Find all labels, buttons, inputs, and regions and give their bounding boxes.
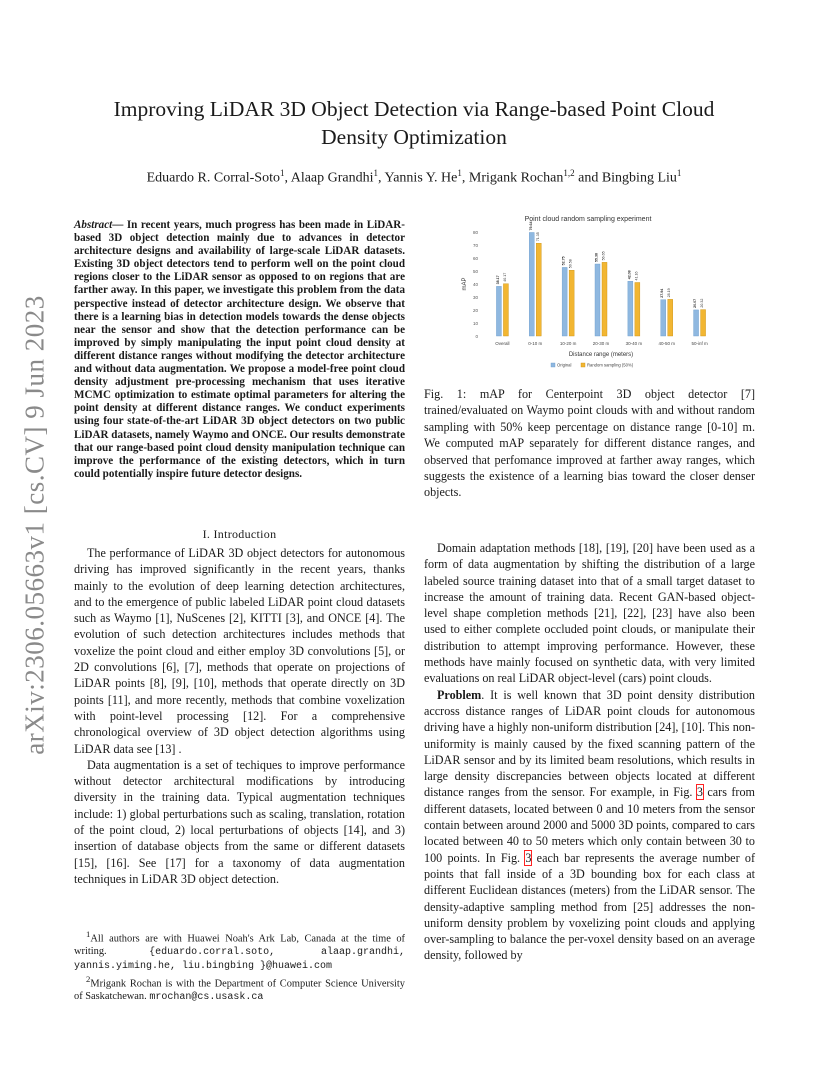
y-tick-label: 20 [472, 308, 478, 313]
bar [628, 281, 633, 336]
data-label: 41.16 [634, 271, 639, 281]
paragraph: Domain adaptation methods [18], [19], [20] have been used as a form of data augmentation by shifting the distribution of a large labeled source training dataset into that of a small target dataset to increase the amount of training data. Recent GAN-based object-level shape completion methods [21], [22], [23] have also been used to either complete occluded point clouds, or manipulate their distribution to attempt improving performance. However, these methods have mainly focused on synthetic data, with very limited evaluations on real LiDAR object-level (cars) point clouds. [424, 541, 755, 686]
chart-title: Point cloud random sampling experiment [524, 216, 652, 223]
y-tick-label: 80 [472, 230, 478, 235]
y-axis-label: mAP [462, 277, 468, 291]
bar-chart [458, 212, 718, 377]
y-tick-label: 0 [475, 334, 478, 339]
footnote-1: $^1$All authors are with Huawei Noah's Ark Lab, Canada at the time of writing. {eduardo.corral.soto, alaap.grandhi, yannis.yiming.he, liu.bingbing }@huawei.com [74, 929, 405, 972]
x-axis-label: Distance range (meters) [568, 352, 634, 358]
bar [602, 262, 607, 336]
arxiv-watermark [20, 295, 50, 755]
y-tick-label: 60 [472, 256, 478, 261]
bar [496, 286, 501, 336]
bar [503, 284, 508, 336]
paragraph-text: each bar represents the average number of points that fall inside of a 3D bounding box for each class at different Euclidean distances (meters) from the LiDAR sensor. The density-adaptive sampling method from [25] addresses the non-uniform density problem by voxelizing point clouds and applying over-sampling to balance the per-voxel density based on an average density, followed by [424, 850, 755, 963]
y-tick-label: 40 [472, 282, 478, 287]
figure-link[interactable]: 3 [696, 785, 703, 800]
data-label: 20.07 [693, 298, 698, 308]
data-label: 79.64 [528, 221, 533, 231]
data-label: 56.65 [601, 251, 606, 261]
author-name: Eduardo R. Corral-Soto [146, 170, 280, 186]
intro-column [74, 545, 405, 887]
paragraph [424, 687, 755, 964]
paragraph-text: cars from different datasets, located between 0 and 10 meters from the sensor contain between around 2000 and 5000 3D points, compared to cars located between 40 to 50 meters which only contain between 30 to 100 points. In Fig. [424, 785, 755, 865]
y-tick-label: 30 [472, 295, 478, 300]
y-tick-label: 70 [472, 243, 478, 248]
footnotes [74, 928, 405, 1005]
legend-swatch [581, 363, 585, 367]
author-affiliation: 1 [373, 168, 379, 178]
arxiv-id: arXiv:2306.05663v1 [cs.CV] 9 Jun 2023 [19, 295, 50, 755]
legend-label: Original [557, 362, 572, 368]
bar [635, 282, 640, 336]
abstract-text: In recent years, much progress has been made in LiDAR-based 3D object detection mainly due to advances in detector architecture designs and availability of large-scale LiDAR datasets. Existing 3D object detectors tend to perform well on the point cloud regions closer to the LiDAR sensor as opposed to on regions that are farther away. In this paper, we investigate this problem from the data perspective instead of detector architecture design. We observe that there is a learning bias in detection models towards the dense objects near the sensor and show that the detection performance can be improved by simply manipulating the input point cloud density at different distance ranges without modifying the detector architecture and without data augmentation. We propose a model-free point cloud density adjustment pre-processing mechanism that uses iterative MCMC optimization to estimate optimal parameters for altering the point density at different distance ranges. We conduct experiments using four state-of-the-art LiDAR 3D object detectors on two public LiDAR datasets, namely Waymo and ONCE. Our results demonstrate that our range-based point cloud density manipulation technique can improve the performance of the existing detectors, which in turn could potentially inspire future detector designs. [74, 219, 405, 480]
bar [536, 243, 541, 336]
bar [529, 232, 534, 336]
legend-label: Random sampling (50%) [587, 362, 634, 368]
abstract-label: Abstract [74, 219, 113, 231]
figure-link[interactable]: 3 [525, 850, 532, 865]
bar [661, 300, 666, 336]
author-affiliation: 1,2 [563, 168, 575, 178]
data-label: 28.19 [667, 288, 672, 298]
x-tick-label: 20-30 m [592, 341, 610, 346]
abstract-dash: — [112, 219, 127, 231]
author-affiliation: 1 [676, 168, 682, 178]
data-label: 20.32 [700, 298, 705, 308]
footnote-email: mrochan@cs.usask.ca [149, 992, 264, 1004]
data-label: 52.75 [561, 256, 566, 266]
author-name: Alaap Grandhi [290, 170, 374, 186]
paper-title: Improving LiDAR 3D Object Detection via Range-based Point Cloud Density Optimization [113, 97, 715, 149]
x-tick-label: 0-10 m [528, 341, 543, 346]
bar [595, 264, 600, 336]
figure-caption: Fig. 1: mAP for Centerpoint 3D object detector [7] trained/evaluated on Waymo point clouds with and without random sampling with 50% keep percentage on distance range [0-10] m. We computed mAP separately for different distance ranges, and observed that perfomance improved at farther away ranges, which suggests the existence of a learning bias toward the closer denser objects. [424, 387, 755, 500]
bar [694, 310, 699, 336]
footnote-2: $^2$Mrigank Rochan is with the Department of Computer Science University of Saskatchewan. mrochan@cs.usask.ca [74, 974, 405, 1004]
x-tick-label: Overall [495, 341, 510, 346]
paragraph: The performance of LiDAR 3D object detectors for autonomous driving has improved significantly in the recent years, thanks mainly to the evolution of deep learning detection architectures, and to the emergence of public labeled LiDAR point cloud datasets such as Waymo [1], NuScenes [2], KITTI [3], and ONCE [4]. The evolution of such detection architectures includes methods that voxelize the point cloud and either employ 3D convolutions [5], or 2D convolutions [6], [7], methods that operate on projections of LiDAR points [8], [9], [10], methods that operate directly on 3D points [11], and more recently, methods that combine voxelization with point-level processing [12]. For a comprehensive chronological overview of 3D object detection algorithms using LiDAR data see [13] . [74, 546, 405, 756]
author-affiliation: 1 [279, 168, 285, 178]
author-name: Mrigank Rochan [468, 170, 564, 186]
abstract [74, 219, 405, 481]
x-tick-label: 50-inf m [691, 341, 708, 346]
footnote-text: Mrigank Rochan is with the Department of Computer Science University of Saskatchewan. [74, 978, 405, 1003]
data-label: 40.17 [502, 272, 507, 282]
author-name: Yannis Y. He [384, 170, 458, 186]
x-tick-label: 30-40 m [625, 341, 643, 346]
y-tick-label: 50 [472, 269, 478, 274]
bar [569, 270, 574, 336]
author-affiliation: 1 [457, 168, 462, 178]
bar [701, 310, 706, 336]
author-list: Eduardo R. Corral-Soto$^1$, Alaap Grandhi$^1$, Yannis Y. He$^1$, Mrigank Rochan$^{1,2}$ and Bingbing Liu$^1$ [146, 168, 682, 186]
footnote-emails: {eduardo.corral.soto, alaap.grandhi, yannis.yiming.he, liu.bingbing }@huawei.com [74, 947, 405, 972]
paragraph-text: . It is well known that 3D point density distribution accross distance ranges of LiDAR point clouds for autonomous driving have a highly non-uniform distribution [24], [10]. This non-uniformity is mainly caused by the fixed scanning pattern of the LiDAR sensor and by its limited beam resolutions, which results in large density discrepancies between objects located at different distance ranges from the sensor. For example, in Fig. [424, 687, 755, 800]
data-label: 50.58 [568, 259, 573, 269]
data-label: 42.08 [627, 270, 632, 280]
paragraph: Data augmentation is a set of techiques to improve performance without detector architectural modifications by introducing diversity in the training data. Typical augmentation techniques include: 1) global perturbations such as scaling, translation, rotation of the point cloud, 2) local perturbations of objects [14], and 3) insertion of database objects from the same or different datasets [15], [16]. See [17] for a taxonomy of data augmentation techniques in LiDAR 3D object detection. [74, 757, 405, 886]
x-tick-label: 10-20 m [559, 341, 577, 346]
right-column [424, 540, 755, 964]
bar [562, 267, 567, 336]
y-tick-label: 10 [472, 321, 478, 326]
data-label: 71.35 [535, 232, 540, 242]
x-tick-label: 40-50 m [658, 341, 675, 346]
footnote-text: All authors are with Huawei Noah's Ark Lab, Canada at the time of writing. [74, 933, 405, 958]
author-name: Bingbing Liu [601, 170, 677, 186]
data-label: 27.94 [660, 288, 665, 298]
section-heading: I. Introduction [202, 527, 277, 541]
data-label: 55.38 [594, 253, 599, 263]
paragraph-lead: Problem [437, 687, 482, 702]
bar [668, 299, 673, 336]
data-label: 38.17 [495, 275, 500, 285]
legend-swatch [551, 363, 555, 367]
